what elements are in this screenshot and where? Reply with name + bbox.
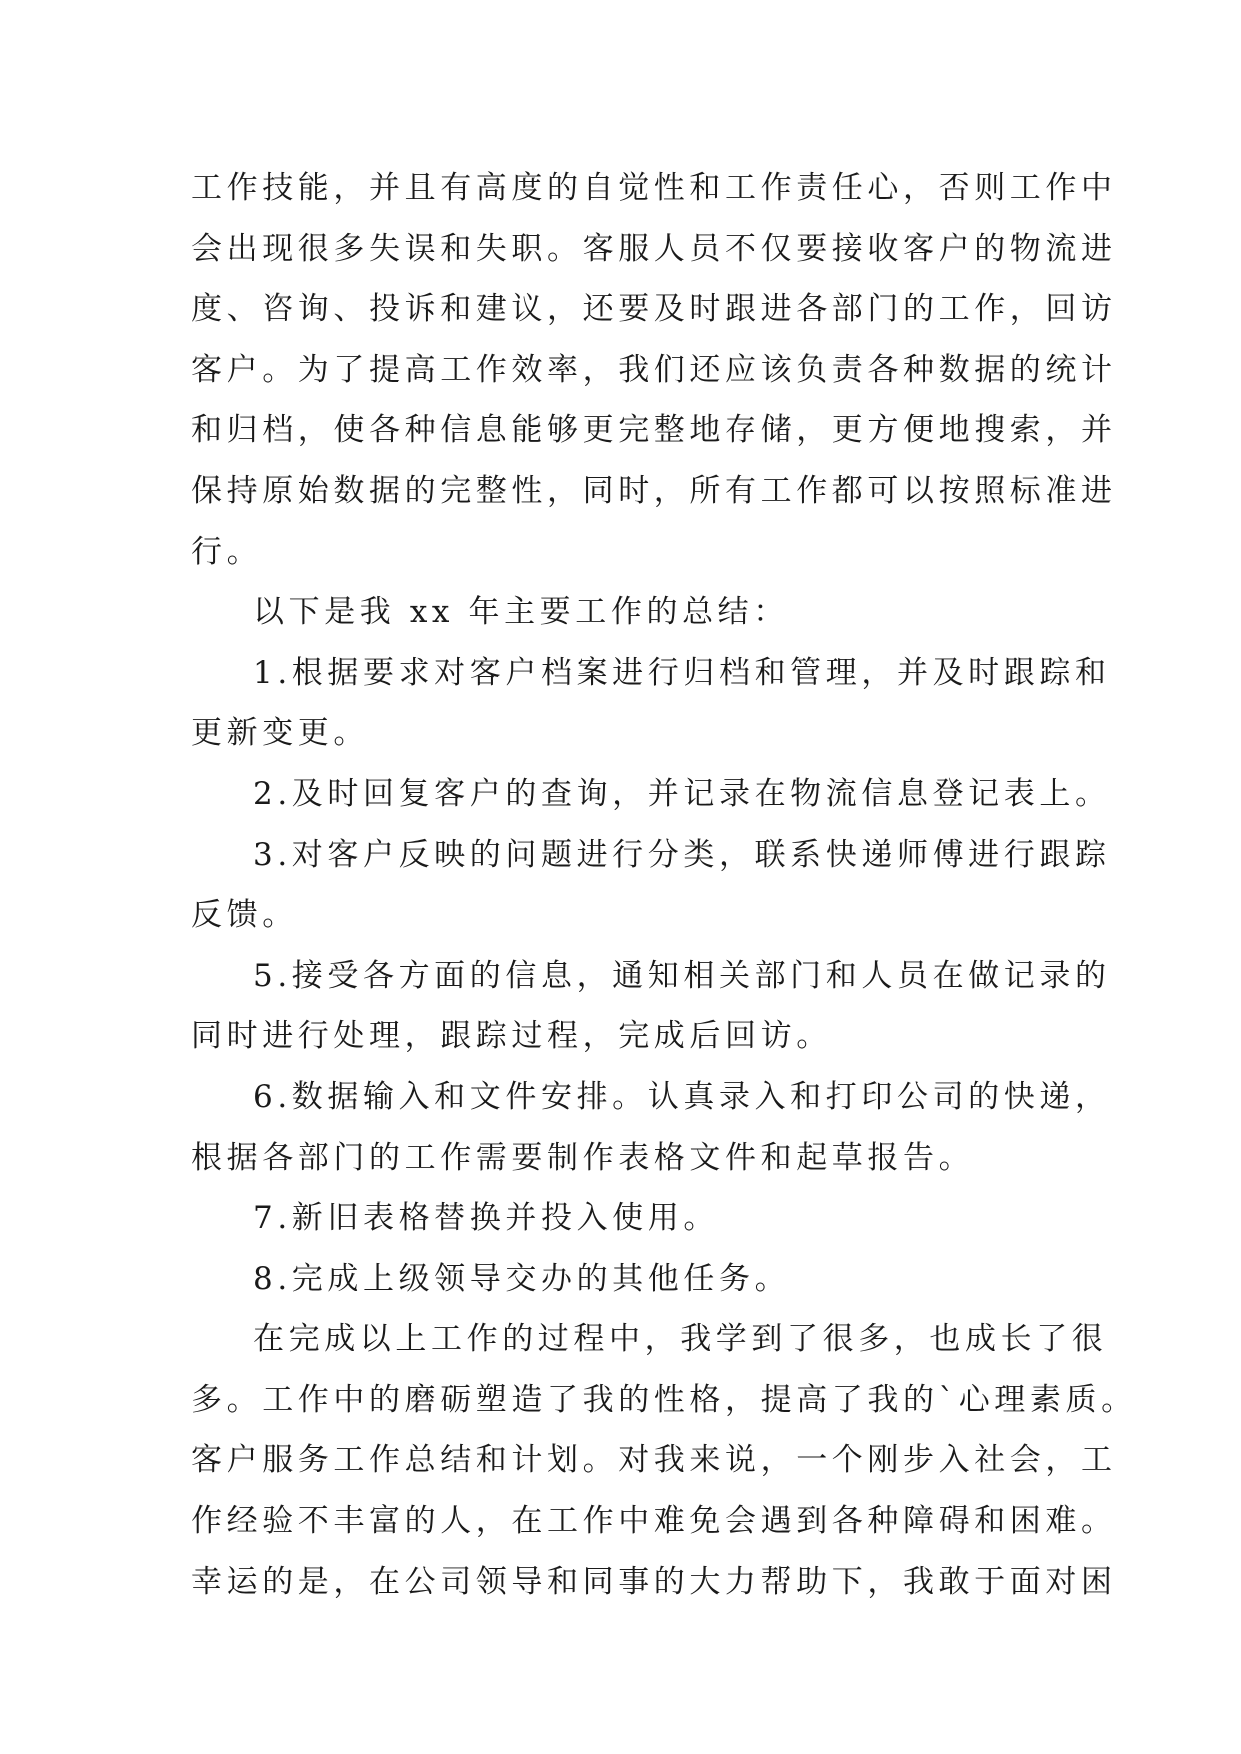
- text-line: 8.完成上级领导交办的其他任务。: [253, 1260, 791, 1297]
- text-line: 7.新旧表格替换并投入使用。: [253, 1200, 719, 1237]
- text-line: 以下是我 xx 年主要工作的总结：: [253, 594, 789, 631]
- text-line: 5.接受各方面的信息，通知相关部门和人员在做记录的: [253, 957, 1111, 994]
- text-line: 度、咨询、投诉和建议，还要及时跟进各部门的工作，回访: [191, 291, 1117, 328]
- text-line: 在完成以上工作的过程中，我学到了很多，也成长了很: [253, 1321, 1108, 1358]
- text-line: 1.根据要求对客户档案进行归档和管理，并及时跟踪和: [253, 654, 1111, 691]
- text-line: 3.对客户反映的问题进行分类，联系快递师傅进行跟踪: [253, 836, 1111, 873]
- text-line: 和归档，使各种信息能够更完整地存储，更方便地搜索，并: [191, 412, 1117, 449]
- text-line: 客户服务工作总结和计划。对我来说，一个刚步入社会，工: [191, 1442, 1117, 1479]
- text-line: 根据各部门的工作需要制作表格文件和起草报告。: [191, 1139, 975, 1176]
- text-line: 同时进行处理，跟踪过程，完成后回访。: [191, 1018, 832, 1055]
- text-line: 作经验不丰富的人，在工作中难免会遇到各种障碍和困难。: [191, 1503, 1117, 1540]
- text-line: 幸运的是，在公司领导和同事的大力帮助下，我敢于面对困: [191, 1563, 1117, 1600]
- text-line: 多。工作中的磨砺塑造了我的性格，提高了我的`心理素质。: [191, 1381, 1137, 1418]
- text-line: 客户。为了提高工作效率，我们还应该负责各种数据的统计: [191, 351, 1117, 388]
- text-line: 更新变更。: [191, 715, 369, 752]
- text-line: 工作技能，并且有高度的自觉性和工作责任心，否则工作中: [191, 170, 1117, 206]
- text-line: 反馈。: [191, 897, 298, 934]
- text-line: 2.及时回复客户的查询，并记录在物流信息登记表上。: [253, 775, 1111, 812]
- text-line: 6.数据输入和文件安排。认真录入和打印公司的快递，: [253, 1078, 1111, 1115]
- text-line: 保持原始数据的完整性，同时，所有工作都可以按照标准进: [191, 472, 1117, 509]
- text-line: 会出现很多失误和失职。客服人员不仅要接收客户的物流进: [191, 230, 1117, 267]
- body-text: [191, 158, 1137, 1612]
- text-line: 行。: [191, 533, 263, 570]
